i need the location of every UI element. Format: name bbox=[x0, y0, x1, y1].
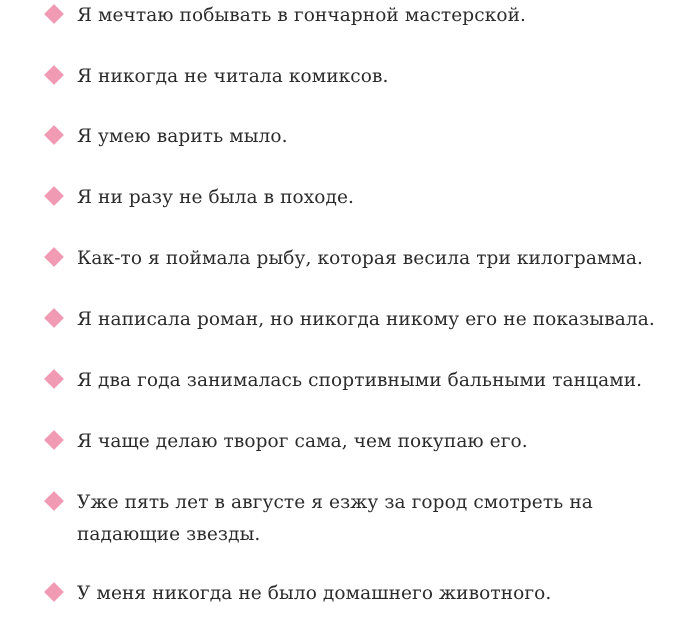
list-item bbox=[44, 121, 674, 153]
list-item-text: Я два года занималась спортивными бальными танцами. bbox=[77, 370, 643, 391]
diamond-bullet-icon bbox=[44, 65, 64, 85]
diamond-bullet-icon bbox=[44, 430, 64, 450]
list-item-text: Я мечтаю побывать в гончарной мастерской. bbox=[77, 5, 527, 26]
diamond-bullet-icon bbox=[44, 247, 64, 267]
list-item bbox=[44, 365, 674, 397]
diamond-bullet-icon bbox=[44, 491, 64, 511]
diamond-bullet-icon bbox=[44, 125, 64, 145]
list-item-text: Я умею варить мыло. bbox=[77, 126, 288, 147]
diamond-bullet-icon bbox=[44, 369, 64, 389]
list-item-text: Я чаще делаю творог сама, чем покупаю его. bbox=[77, 431, 528, 452]
list-item-text: У меня никогда не было домашнего животного. bbox=[77, 583, 552, 604]
diamond-bullet-icon bbox=[44, 308, 64, 328]
list-item bbox=[44, 578, 674, 610]
list-item-text: Уже пять лет в августе я езжу за город смотреть на падающие звезды. bbox=[77, 492, 593, 545]
list-item bbox=[44, 0, 674, 32]
list-item bbox=[44, 304, 674, 336]
list-item-text: Я написала роман, но никогда никому его не показывала. bbox=[77, 309, 655, 330]
list-item bbox=[44, 61, 674, 93]
list-item-text: Я ни разу не была в походе. bbox=[77, 187, 355, 208]
list-item-text: Я никогда не читала комиксов. bbox=[77, 66, 389, 87]
list-item bbox=[44, 182, 674, 214]
diamond-bullet-icon bbox=[44, 186, 64, 206]
list-item bbox=[44, 487, 674, 551]
list-item-text: Как-то я поймала рыбу, которая весила три килограмма. bbox=[77, 248, 644, 269]
diamond-bullet-icon bbox=[44, 4, 64, 24]
list-item bbox=[44, 243, 674, 275]
diamond-bullet-icon bbox=[44, 582, 64, 602]
list-item bbox=[44, 426, 674, 458]
